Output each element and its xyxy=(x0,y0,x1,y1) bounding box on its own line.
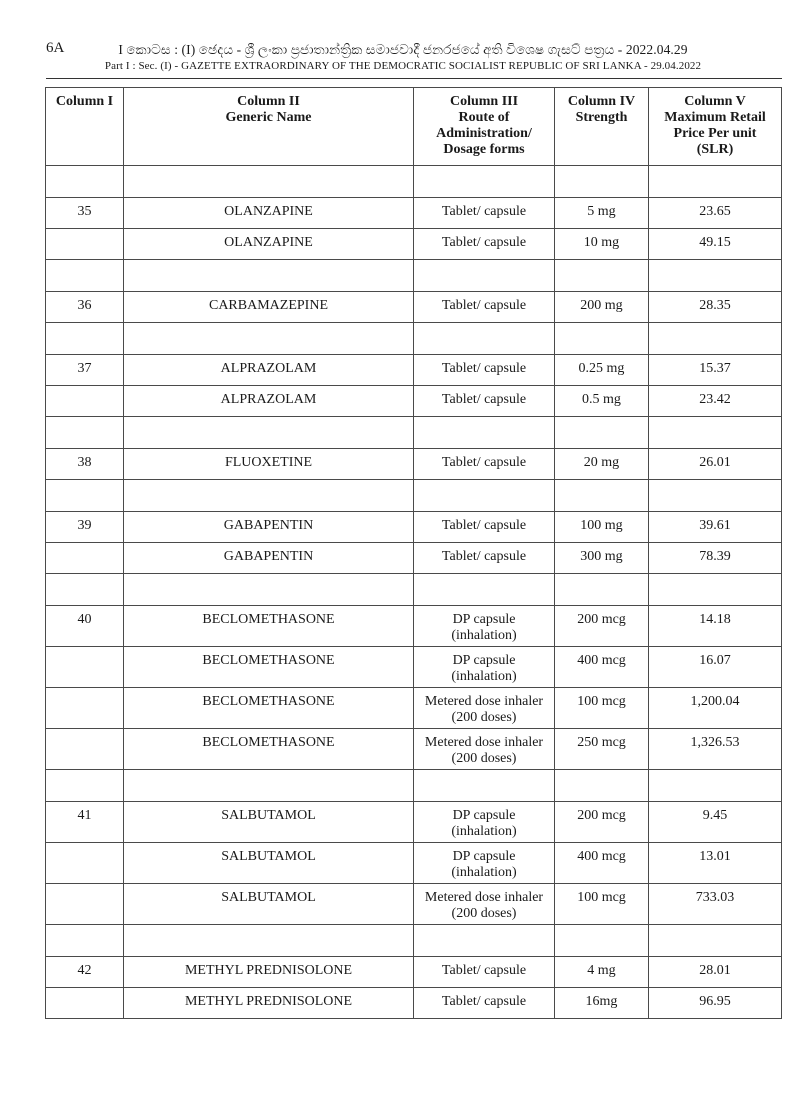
item-number-cell xyxy=(46,417,124,449)
header-line: Route of xyxy=(458,110,510,125)
strength-cell: 4 mg xyxy=(555,957,649,988)
item-number-cell: 37 xyxy=(46,355,124,386)
route-cell xyxy=(414,957,555,988)
price-cell: 28.01 xyxy=(649,957,782,988)
route-cell xyxy=(414,166,555,198)
route-cell xyxy=(414,843,555,884)
table-row xyxy=(46,229,782,260)
route-cell xyxy=(414,512,555,543)
route-cell xyxy=(414,925,555,957)
header-column-5 xyxy=(649,88,782,166)
table-row xyxy=(46,355,782,386)
strength-cell: 100 mg xyxy=(555,512,649,543)
generic-name-cell xyxy=(124,925,414,957)
route-cell xyxy=(414,988,555,1019)
header-line: Dosage forms xyxy=(443,142,525,157)
generic-name-cell xyxy=(124,574,414,606)
route-cell xyxy=(414,229,555,260)
price-cell xyxy=(649,925,782,957)
price-cell: 13.01 xyxy=(649,843,782,884)
generic-name-cell: METHYL PREDNISOLONE xyxy=(124,957,414,988)
price-table xyxy=(45,87,782,1019)
header-line: Generic Name xyxy=(225,110,312,125)
strength-cell xyxy=(555,166,649,198)
generic-name-cell xyxy=(124,480,414,512)
item-number-cell: 40 xyxy=(46,606,124,647)
generic-name-cell: OLANZAPINE xyxy=(124,229,414,260)
route-cell xyxy=(414,417,555,449)
item-number-cell xyxy=(46,543,124,574)
route-cell xyxy=(414,688,555,729)
header-column-3 xyxy=(414,88,555,166)
header-line: Column III xyxy=(449,94,519,109)
table-row xyxy=(46,512,782,543)
generic-name-cell xyxy=(124,260,414,292)
generic-name-cell: OLANZAPINE xyxy=(124,198,414,229)
generic-name-cell xyxy=(124,323,414,355)
header-line: (SLR) xyxy=(696,142,734,157)
table-row xyxy=(46,292,782,323)
price-cell: 96.95 xyxy=(649,988,782,1019)
route-line: (inhalation) xyxy=(451,824,517,839)
generic-name-cell: BECLOMETHASONE xyxy=(124,606,414,647)
price-cell: 733.03 xyxy=(649,884,782,925)
generic-name-cell xyxy=(124,770,414,802)
route-line: Tablet/ capsule xyxy=(441,235,527,250)
item-number-cell: 35 xyxy=(46,198,124,229)
generic-name-cell: FLUOXETINE xyxy=(124,449,414,480)
item-number-cell xyxy=(46,166,124,198)
header-sinhala: I කොටස : (I) ඡෙදය - ශ්‍රී ලංකා ප්‍රජාතාන්ත්‍රික සමාජවාදී ජනරජයේ අති විශෙෂ ගැසට් පත්‍රය - 2022.04.29 xyxy=(118,42,688,57)
price-cell: 49.15 xyxy=(649,229,782,260)
item-number-cell xyxy=(46,688,124,729)
price-cell: 15.37 xyxy=(649,355,782,386)
route-cell xyxy=(414,543,555,574)
item-number-cell: 39 xyxy=(46,512,124,543)
price-cell: 1,200.04 xyxy=(649,688,782,729)
route-cell xyxy=(414,729,555,770)
route-cell xyxy=(414,355,555,386)
price-cell: 9.45 xyxy=(649,802,782,843)
spacer-row xyxy=(46,323,782,355)
route-cell xyxy=(414,770,555,802)
generic-name-cell: SALBUTAMOL xyxy=(124,802,414,843)
route-line: (200 doses) xyxy=(451,751,517,766)
route-line: DP capsule xyxy=(452,849,516,864)
route-line: (200 doses) xyxy=(451,906,517,921)
spacer-row xyxy=(46,417,782,449)
generic-name-cell: GABAPENTIN xyxy=(124,543,414,574)
price-cell: 28.35 xyxy=(649,292,782,323)
strength-cell xyxy=(555,480,649,512)
spacer-row xyxy=(46,166,782,198)
table-row xyxy=(46,449,782,480)
route-line: Tablet/ capsule xyxy=(441,963,527,978)
route-line: Tablet/ capsule xyxy=(441,392,527,407)
item-number-cell xyxy=(46,843,124,884)
price-cell: 26.01 xyxy=(649,449,782,480)
strength-cell xyxy=(555,925,649,957)
header-line: Column II xyxy=(237,94,300,109)
spacer-row xyxy=(46,770,782,802)
generic-name-cell: BECLOMETHASONE xyxy=(124,647,414,688)
route-cell xyxy=(414,480,555,512)
item-number-cell: 36 xyxy=(46,292,124,323)
generic-name-cell xyxy=(124,166,414,198)
header-column-4 xyxy=(555,88,649,166)
table-row xyxy=(46,843,782,884)
table-body xyxy=(46,166,782,1019)
table-row xyxy=(46,729,782,770)
strength-cell: 0.25 mg xyxy=(555,355,649,386)
table-row xyxy=(46,606,782,647)
header-column-1 xyxy=(46,88,124,166)
header-line: Column I xyxy=(55,94,114,109)
generic-name-cell: SALBUTAMOL xyxy=(124,843,414,884)
strength-cell xyxy=(555,574,649,606)
strength-cell xyxy=(555,323,649,355)
price-cell xyxy=(649,417,782,449)
route-line: Tablet/ capsule xyxy=(441,204,527,219)
generic-name-cell: GABAPENTIN xyxy=(124,512,414,543)
route-cell xyxy=(414,386,555,417)
item-number-cell: 41 xyxy=(46,802,124,843)
table-header-row xyxy=(46,88,782,166)
strength-cell: 400 mcg xyxy=(555,843,649,884)
generic-name-cell: METHYL PREDNISOLONE xyxy=(124,988,414,1019)
header-line: Administration/ xyxy=(436,126,532,141)
route-line: Metered dose inhaler xyxy=(424,735,544,750)
page-number: 6A xyxy=(46,40,65,56)
strength-cell: 300 mg xyxy=(555,543,649,574)
item-number-cell xyxy=(46,323,124,355)
strength-cell: 0.5 mg xyxy=(555,386,649,417)
item-number-cell: 38 xyxy=(46,449,124,480)
spacer-row xyxy=(46,574,782,606)
route-line: Tablet/ capsule xyxy=(441,455,527,470)
item-number-cell xyxy=(46,884,124,925)
price-cell: 39.61 xyxy=(649,512,782,543)
strength-cell: 100 mcg xyxy=(555,884,649,925)
strength-cell: 250 mcg xyxy=(555,729,649,770)
strength-cell: 20 mg xyxy=(555,449,649,480)
route-line: Metered dose inhaler xyxy=(424,890,544,905)
spacer-row xyxy=(46,480,782,512)
item-number-cell xyxy=(46,729,124,770)
route-cell xyxy=(414,260,555,292)
route-line: (inhalation) xyxy=(451,628,517,643)
strength-cell: 400 mcg xyxy=(555,647,649,688)
strength-cell: 200 mcg xyxy=(555,606,649,647)
price-cell: 23.65 xyxy=(649,198,782,229)
generic-name-cell: SALBUTAMOL xyxy=(124,884,414,925)
table-row xyxy=(46,386,782,417)
strength-cell: 10 mg xyxy=(555,229,649,260)
item-number-cell xyxy=(46,480,124,512)
route-cell xyxy=(414,884,555,925)
table-row xyxy=(46,957,782,988)
table-row xyxy=(46,647,782,688)
spacer-row xyxy=(46,260,782,292)
price-cell xyxy=(649,166,782,198)
strength-cell xyxy=(555,260,649,292)
route-line: Tablet/ capsule xyxy=(441,298,527,313)
strength-cell xyxy=(555,417,649,449)
header-english: Part I : Sec. (I) - GAZETTE EXTRAORDINARY OF THE DEMOCRATIC SOCIALIST REPUBLIC OF SRI LANKA - 29.04.2022 xyxy=(104,60,702,72)
strength-cell xyxy=(555,770,649,802)
price-cell: 14.18 xyxy=(649,606,782,647)
strength-cell: 16mg xyxy=(555,988,649,1019)
generic-name-cell: CARBAMAZEPINE xyxy=(124,292,414,323)
strength-cell: 5 mg xyxy=(555,198,649,229)
price-cell xyxy=(649,323,782,355)
price-cell xyxy=(649,480,782,512)
header-column-2 xyxy=(124,88,414,166)
route-cell xyxy=(414,647,555,688)
route-cell xyxy=(414,574,555,606)
route-cell xyxy=(414,198,555,229)
header-line: Column V xyxy=(684,94,746,109)
item-number-cell xyxy=(46,574,124,606)
route-line: (inhalation) xyxy=(451,669,517,684)
item-number-cell xyxy=(46,260,124,292)
header-rule xyxy=(46,78,782,79)
route-cell xyxy=(414,292,555,323)
spacer-row xyxy=(46,925,782,957)
route-line: Tablet/ capsule xyxy=(441,361,527,376)
header-line: Column IV xyxy=(567,94,636,109)
route-line: (inhalation) xyxy=(451,865,517,880)
generic-name-cell: BECLOMETHASONE xyxy=(124,688,414,729)
route-line: Metered dose inhaler xyxy=(424,694,544,709)
price-cell: 78.39 xyxy=(649,543,782,574)
table-row xyxy=(46,688,782,729)
table-row xyxy=(46,543,782,574)
route-line: DP capsule xyxy=(452,808,516,823)
route-line: DP capsule xyxy=(452,653,516,668)
header-line: Price Per unit xyxy=(673,126,757,141)
route-line: (200 doses) xyxy=(451,710,517,725)
price-cell: 16.07 xyxy=(649,647,782,688)
generic-name-cell: ALPRAZOLAM xyxy=(124,355,414,386)
price-cell xyxy=(649,260,782,292)
strength-cell: 200 mg xyxy=(555,292,649,323)
generic-name-cell: BECLOMETHASONE xyxy=(124,729,414,770)
generic-name-cell: ALPRAZOLAM xyxy=(124,386,414,417)
strength-cell: 100 mcg xyxy=(555,688,649,729)
generic-name-cell xyxy=(124,417,414,449)
route-cell xyxy=(414,606,555,647)
table-row xyxy=(46,988,782,1019)
item-number-cell xyxy=(46,386,124,417)
strength-cell: 200 mcg xyxy=(555,802,649,843)
item-number-cell xyxy=(46,770,124,802)
route-cell xyxy=(414,802,555,843)
item-number-cell xyxy=(46,988,124,1019)
item-number-cell xyxy=(46,925,124,957)
price-cell: 23.42 xyxy=(649,386,782,417)
item-number-cell xyxy=(46,229,124,260)
route-line: Tablet/ capsule xyxy=(441,994,527,1009)
route-line: DP capsule xyxy=(452,612,516,627)
route-cell xyxy=(414,323,555,355)
header-line: Strength xyxy=(575,110,628,125)
table-row xyxy=(46,884,782,925)
item-number-cell xyxy=(46,647,124,688)
header-line: Maximum Retail xyxy=(664,110,766,125)
table-row xyxy=(46,198,782,229)
item-number-cell: 42 xyxy=(46,957,124,988)
route-cell xyxy=(414,449,555,480)
route-line: Tablet/ capsule xyxy=(441,549,527,564)
price-cell xyxy=(649,574,782,606)
price-cell: 1,326.53 xyxy=(649,729,782,770)
route-line: Tablet/ capsule xyxy=(441,518,527,533)
table-row xyxy=(46,802,782,843)
price-cell xyxy=(649,770,782,802)
